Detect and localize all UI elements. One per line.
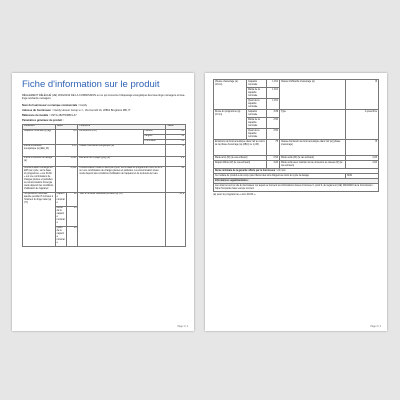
param-cell: Vitesse d'essorage (a) (tr/min) [214, 80, 247, 110]
document-page-2 [205, 73, 387, 331]
document-title: Fiche d'information sur le produit [22, 79, 160, 90]
model-label: Référence du modèle : [22, 113, 50, 117]
table-row [23, 192, 186, 206]
value-cell: 3:39 [266, 110, 279, 118]
param-cell: Classe d'efficacité énergétique (a) [78, 144, 166, 156]
param-cell: Efficacité de rinçage (g/kg) (a) [78, 156, 166, 166]
value-cell: 26 [67, 226, 78, 246]
value-cell: 8,0 [55, 129, 78, 144]
param-cell: Classe d'efficacité d'essorage (a) [279, 80, 345, 110]
page-number: Page 2 / 2 [370, 326, 381, 328]
table-row [214, 110, 379, 118]
model-line [22, 114, 186, 117]
model-value: CSTG 282TWMB/1-47 [50, 113, 77, 117]
param-cell: Taux d'humidité résiduelle pondéré (a) (%) [78, 192, 166, 246]
value-cell: 86 [166, 129, 186, 134]
value-cell: 35 [67, 206, 78, 226]
warranty-label: Durée minimale de la garantie offerte par le fournisseur : [215, 169, 277, 172]
table-row [214, 140, 379, 156]
value-cell: 65 [166, 139, 186, 144]
page-number: Page 1 / 2 [177, 326, 188, 328]
value-cell: 4,9 [166, 156, 186, 166]
table-row [23, 156, 186, 166]
footnote: (a) pour le programme « éco 40-60 ». [213, 193, 257, 196]
value-cell: 0,651 [55, 166, 78, 192]
value-cell: À pose libre [345, 110, 378, 140]
value-cell: 2,00 [345, 156, 378, 161]
parameters-table [22, 124, 186, 247]
value-cell: 2:50 [266, 129, 279, 140]
value-cell: 39 [67, 192, 78, 206]
sub-param-cell: Quart de la capacité nominale [247, 99, 267, 110]
sub-param-cell: Moitié de la capacité nominale [56, 207, 65, 225]
value-cell: 41 [166, 134, 186, 139]
param-cell: Mode arrêt (W) (le cas échéant) [214, 156, 267, 161]
param-cell: Capacité nominale (a) (kg) [23, 129, 56, 144]
sub-param-cell: Largeur [143, 134, 166, 139]
header-cell: Valeur [55, 124, 78, 129]
param-cell: Durée du programme (a) (h:min) [214, 110, 247, 140]
value-cell: 2,00 [345, 161, 378, 169]
param-cell: Mode veille avec maintien de la connexion au réseau (W) (le cas échéant) [279, 161, 345, 169]
address-label: Adresse du fournisseur : [22, 108, 53, 112]
sub-param-cell: Quart de la capacité nominale [56, 227, 65, 245]
value-cell: 1 151 [266, 99, 279, 110]
param-cell: Mode veille (W) (le cas échéant) [279, 156, 345, 161]
table-row [214, 161, 379, 169]
warranty-value: 24 mois [277, 169, 286, 172]
value-cell: NON [345, 174, 378, 179]
value-cell: 2:50 [266, 118, 279, 129]
param-cell: Indice d'efficacité énergétique (a) (EEI_W) [23, 144, 56, 156]
sub-param-cell: Hauteur [143, 129, 166, 134]
header-cell: Valeur [166, 124, 186, 129]
section-heading: Paramètres généraux du produit : [22, 118, 64, 122]
value-cell: 4,00 [266, 161, 279, 169]
value-cell: 53,0 [55, 144, 78, 156]
param-cell: Consommation d'eau en litres par cycle, sur la base du programme « éco 40-60 » sur une combinaison de charges pleines et partielles. La consommation d'eau réelle dépend des conditions d'utilisation de l'appareil et de la dureté de l'eau. [78, 166, 166, 192]
header-cell: Paramètre [23, 124, 56, 129]
sub-param-cell: Profondeur [143, 139, 166, 144]
parameters-table-continued [213, 79, 379, 192]
address-value: Candy Hoover Group s.r.l., Via Comolli 16, 20861 Brugherio MB, IT [53, 108, 131, 112]
param-cell: Dimensions (cm) [78, 129, 143, 144]
param-cell: Ce modèle de produit a été conçu pour libérer des ions d'argent au cours du cycle de lavage [214, 174, 346, 179]
info-text-cell: Lien internet vers le site du fournisseur sur lequel se trouvent les informations visées à l'annexe II, point 9, du règlement (UE) 2019/2023 de la Commission : https://corporate.haier-europe.com/en/ [214, 184, 379, 192]
sub-param-cell: Capacité nominale [247, 80, 267, 88]
supplier-label: Nom du fournisseur ou marque commerciale : [22, 103, 79, 107]
address-line [22, 109, 186, 112]
sub-param-cell: Capacité nominale [56, 193, 65, 205]
regulation-intro: RÈGLEMENT DÉLÉGUÉ (UE) 2019/2014 DE LA COMMISSION en ce qui concerne l'étiquetage énergétique des lave-linge ménagers et lave-linge séchants ménagers [22, 94, 186, 101]
sub-param-cell: Quart de la capacité nominale [247, 129, 267, 140]
value-cell: 53,9 [166, 192, 186, 246]
document-page-1 [12, 73, 194, 331]
param-cell: Type [279, 110, 345, 140]
value-cell: 1 151 [266, 88, 279, 99]
supplier-line [22, 104, 186, 107]
table-row [214, 184, 379, 192]
sub-param-cell: Capacité nominale [247, 110, 267, 118]
param-cell: Classe d'émission de bruit acoustique dans l'air (a) (phase d'essorage) [279, 140, 345, 156]
value-cell: 1 151 [266, 80, 279, 88]
value-cell: 48 [166, 166, 186, 192]
info-label: Informations supplémentaires : [215, 179, 250, 182]
table-row [23, 166, 186, 192]
value-cell: 1,031 [55, 156, 78, 166]
supplier-value: Candy [79, 103, 88, 107]
param-cell: Indice d'efficacité de lavage (a) [23, 156, 56, 166]
param-cell: Consommation d'énergie en kWh par cycle, sur la base du programme « éco 40-60 » sur une combinaison de charges pleines et partielles. La consommation d'énergie réelle dépend des conditions d'utilisation de l'appareil [24, 167, 54, 191]
sub-param-cell: Moitié de la capacité nominale [247, 88, 267, 99]
header-cell: Paramètre [78, 124, 166, 129]
param-cell: Température maximale atteinte pendant 5 minutes à l'intérieur du linge traité (a) (°C) [23, 192, 56, 246]
value-cell: 0,50 [266, 156, 279, 161]
sub-param-cell: Moitié de la capacité nominale [247, 118, 267, 129]
value-cell: B [345, 140, 378, 156]
param-cell: Départ différé (W) (le cas échéant) [214, 161, 267, 169]
table-row [23, 144, 186, 156]
table-row [214, 80, 379, 88]
value-cell: B [345, 80, 378, 110]
param-cell: Émissions de bruit acoustique dans l'air au cours de la phase d'essorage (a) (dB(A) re 1 pW) [214, 140, 267, 156]
value-cell: 75 [266, 140, 279, 156]
value-cell: A [166, 144, 186, 156]
